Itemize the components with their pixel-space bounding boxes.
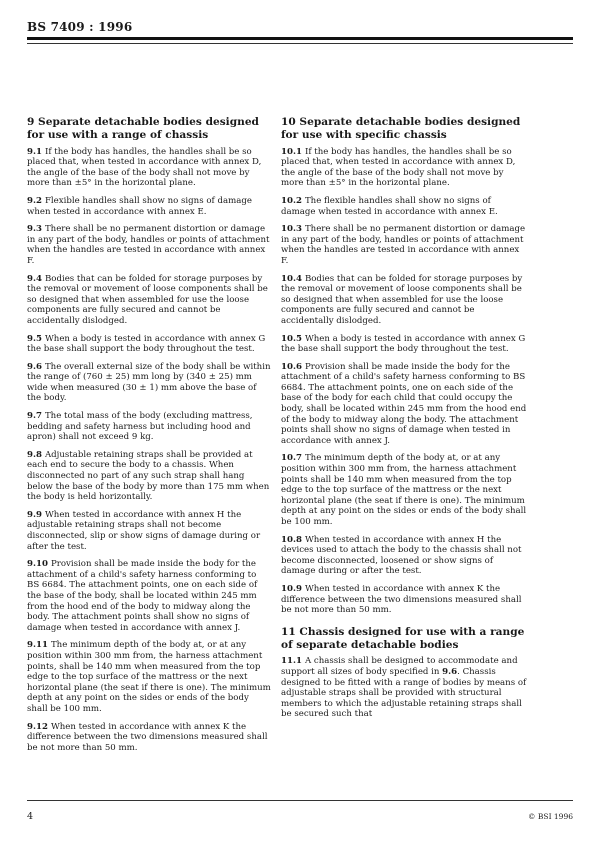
document-id-header: BS 7409 : 1996 <box>27 20 133 34</box>
clause <box>281 362 527 447</box>
clause-number: 9.2 <box>27 195 42 206</box>
clause-number: 9.3 <box>27 224 42 235</box>
right-column <box>281 116 527 727</box>
clause <box>281 196 527 217</box>
clause <box>27 640 271 714</box>
page-number: 4 <box>27 811 34 822</box>
clause-number: 9.6 <box>27 361 42 372</box>
clause-text: If the body has handles, the handles shall be so placed that, when tested in accordance with annex D, the angle of the base of the body shall not move by more than ±5° in the horizontal plane. <box>27 146 262 189</box>
clause-number: 9.9 <box>27 509 42 520</box>
clause-text: The total mass of the body (excluding mattress, bedding and safety harness but including hood and apron) shall not exceed 9 kg. <box>27 411 253 443</box>
clause-number: 10.2 <box>281 195 302 206</box>
clause-number: 9.10 <box>27 559 48 570</box>
clause <box>27 559 271 633</box>
clause-text: When a body is tested in accordance with annex G the base shall support the body throughout the test. <box>281 333 526 355</box>
clause-text-after: . Chassis designed to be fitted with a range of bodies by means of adjustable straps shall be provided with structural members to which the adjustable retaining straps shall be secured such that <box>281 666 527 720</box>
clause-text: If the body has handles, the handles shall be so placed that, when tested in accordance with annex D, the angle of the base of the body shall not move by more than ±5° in the horizontal plane. <box>281 146 516 189</box>
clause-text: Adjustable retaining straps shall be provided at each end to secure the body to a chassis. When disconnected no part of any such strap shall hang below the base of the body by more than 175 mm when the body is held horizontally. <box>27 449 270 503</box>
clause-text: The flexible handles shall show no signs of damage when tested in accordance with annex E. <box>281 195 498 217</box>
clause-text: Bodies that can be folded for storage purposes by the removal or movement of loose components shall be so designed that when assembled for use the loose components are fully secured and cannot be accidentally dislodged. <box>27 273 268 326</box>
clause <box>27 411 271 443</box>
clause-number: 9.8 <box>27 449 42 460</box>
clause <box>27 196 271 217</box>
clause <box>27 334 271 355</box>
clause-number: 11.1 <box>281 656 302 667</box>
clause-text: The minimum depth of the body at, or at any position within 300 mm from, the harness attachment points shall be 140 mm when measured from the top edge to the top surface of the mattress or the next horizontal plane (the seat if there is one). The minimum depth at any point on the sides or ends of the body shall be 100 mm. <box>281 453 527 527</box>
clause <box>27 224 271 266</box>
clause <box>281 334 527 355</box>
clause <box>281 453 527 527</box>
footer-rule <box>27 800 573 801</box>
clause <box>27 362 271 404</box>
clause-text: When tested in accordance with annex K the difference between the two dimensions measured shall be not more than 50 mm. <box>281 583 522 616</box>
clause <box>281 224 527 266</box>
clause-number: 10.7 <box>281 453 302 464</box>
left-column <box>27 116 271 760</box>
clause-number: 10.1 <box>281 146 302 157</box>
clause <box>27 722 271 754</box>
clause-text: The minimum depth of the body at, or at any position within 300 mm from, the harness attachment points, shall be 140 mm when measured from the top edge to the top surface of the mattress or the next horizontal plane (the seat if there is one). The minimum depth at any point on the sides or ends of the body shall be 100 mm. <box>27 640 271 714</box>
clause <box>27 274 271 327</box>
section-11-title: 11 Chassis designed for use with a range of separate detachable bodies <box>281 625 525 651</box>
clause <box>281 584 527 616</box>
section-9-clauses <box>27 147 271 754</box>
clause-reference: 9.6 <box>442 666 458 677</box>
clause <box>27 450 271 503</box>
clause-text: When a body is tested in accordance with annex G the base shall support the body throughout the test. <box>27 333 266 355</box>
clause-number: 9.11 <box>27 640 48 651</box>
clause-text: The overall external size of the body shall be within the range of (760 ± 25) mm long by (340 ± 25) mm wide when measured (30 ± 1) mm above the base of the body. <box>27 361 271 404</box>
clause-text: There shall be no permanent distortion or damage in any part of the body, handles or points of attachment when the handles are tested in accordance with annex F. <box>281 224 526 266</box>
clause-text: Provision shall be made inside the body for the attachment of a child's safety harness conforming to BS 6684. The attachment points, one on each side of the base of the body, shall be located within 245 mm from the hood end of the body to midway along the body. The attachment points shall show no signs of damage when tested in accordance with annex J. <box>27 559 258 633</box>
clause-number: 10.8 <box>281 534 302 545</box>
section-10-clauses <box>281 147 527 616</box>
section-10-title: 10 Separate detachable bodies designed for use with specific chassis <box>281 116 521 141</box>
clause-number: 9.4 <box>27 273 42 284</box>
clause-number: 9.7 <box>27 411 42 422</box>
clause <box>281 147 527 189</box>
clause-text-before: A chassis shall be designed to accommodate and support all sizes of body specified in <box>281 656 518 677</box>
clause-text: Bodies that can be folded for storage purposes by the removal or movement of loose components shall be so designed that when assembled for use the loose components are fully secured and cannot be accidentally dislodged. <box>281 273 523 326</box>
section-9-title: 9 Separate detachable bodies designed for use with a range of chassis <box>27 116 259 141</box>
clause-number: 10.3 <box>281 224 302 235</box>
clause-text: Flexible handles shall show no signs of damage when tested in accordance with annex E. <box>27 195 252 217</box>
clause-text: When tested in accordance with annex K the difference between the two dimensions measured shall be not more than 50 mm. <box>27 721 268 753</box>
clause-number: 10.5 <box>281 333 302 344</box>
clause-number: 9.5 <box>27 333 42 344</box>
clause-text: When tested in accordance with annex H the devices used to attach the body to the chassis shall not become disconnected, loosened or show signs of damage during or after the test. <box>281 534 522 577</box>
header-rule-thick <box>27 37 573 40</box>
clause <box>281 274 527 327</box>
header-rule-thin <box>27 43 573 44</box>
clause <box>27 147 271 189</box>
clause-number: 9.12 <box>27 721 48 732</box>
clause-text: There shall be no permanent distortion or damage in any part of the body, handles or points of attachment when the handles are tested in accordance with annex F. <box>27 224 270 266</box>
clause-number: 10.9 <box>281 583 302 594</box>
clause-11-1 <box>281 656 527 720</box>
clause-text: Provision shall be made inside the body for the attachment of a child's safety harness conforming to BS 6684. The attachment points, one on each side of the base of the body for each child that could occupy the body, shall be located within 245 mm from the hood end of the body to midway along the body. The attachment points shall show no signs of damage when tested in accordance with annex J. <box>281 361 527 446</box>
clause-text: When tested in accordance with annex H the adjustable retaining straps shall not become disconnected, slip or show signs of damage during or after the test. <box>27 509 261 552</box>
copyright-notice: © BSI 1996 <box>528 812 573 821</box>
clause <box>281 535 527 577</box>
clause-number: 9.1 <box>27 146 42 157</box>
clause-number: 10.4 <box>281 273 302 284</box>
clause <box>27 510 271 552</box>
clause-number: 10.6 <box>281 361 302 372</box>
